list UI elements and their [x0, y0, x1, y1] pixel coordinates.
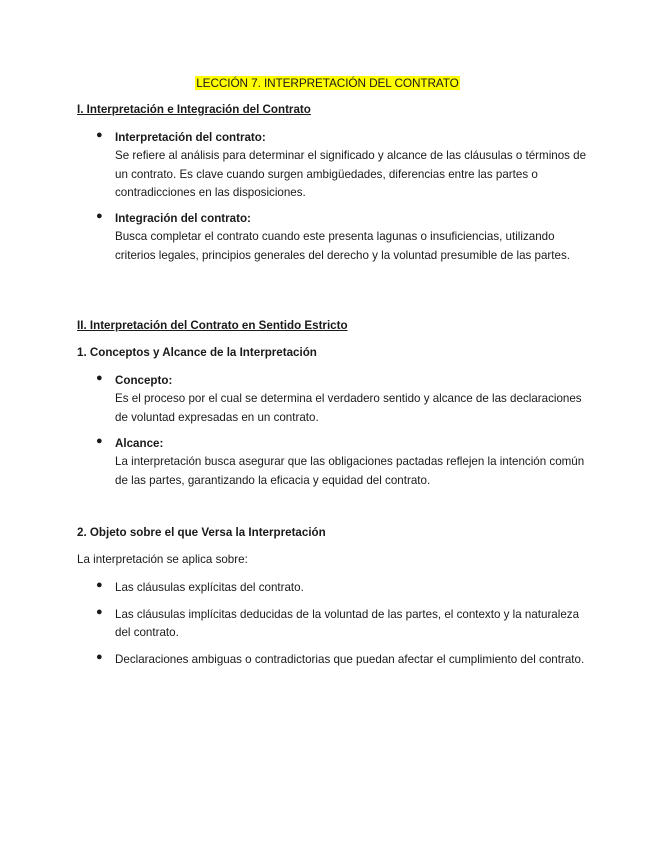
section2-heading: II. Interpretación del Contrato en Sentido Estricto	[77, 319, 348, 332]
list-item-term: Concepto:	[115, 374, 173, 387]
list-item-text: La interpretación busca asegurar que las obligaciones pactadas reflejen la intención común de las partes, garantizando la eficacia y equidad del contrato.	[115, 455, 585, 487]
bullet-icon: ●	[96, 606, 103, 618]
list-item-text: Busca completar el contrato cuando este presenta lagunas o insuficiencias, utilizando criterios legales, principios generales del derecho y la voluntad presumible de las partes.	[115, 230, 570, 262]
list-item-body	[115, 372, 587, 427]
list-item-term: Integración del contrato:	[115, 212, 251, 225]
list-item-text: Declaraciones ambiguas o contradictorias que puedan afectar el cumplimiento del contrato.	[115, 653, 585, 666]
bullet-icon: ●	[96, 579, 103, 591]
subsection1-heading: 1. Conceptos y Alcance de la Interpretación	[77, 346, 317, 359]
list-item-term: Alcance:	[115, 437, 164, 450]
bullet-icon: ●	[96, 372, 103, 384]
bullet-icon: ●	[96, 651, 103, 663]
subsection2-intro: La interpretación se aplica sobre:	[77, 553, 248, 566]
list-item-term: Interpretación del contrato:	[115, 131, 266, 144]
list-item-body	[115, 435, 587, 490]
list-item-text: Se refiere al análisis para determinar el significado y alcance de las cláusulas o términos de un contrato. Es clave cuando surgen ambigüedades, diferencias entre las partes o contradicciones en las disposiciones.	[115, 149, 587, 199]
title-wrap	[0, 76, 655, 90]
subsection2-heading: 2. Objeto sobre el que Versa la Interpretación	[77, 526, 326, 539]
bullet-icon: ●	[96, 210, 103, 222]
list-item-text: Las cláusulas implícitas deducidas de la voluntad de las partes, el contexto y la naturaleza del contrato.	[115, 608, 580, 640]
list-item-body	[115, 129, 587, 202]
list-item-text: Las cláusulas explícitas del contrato.	[115, 581, 304, 594]
bullet-icon: ●	[96, 129, 103, 141]
section1-heading: I. Interpretación e Integración del Contrato	[77, 103, 311, 116]
page-title: LECCIÓN 7. INTERPRETACIÓN DEL CONTRATO	[196, 76, 459, 90]
list-item-body	[115, 210, 587, 265]
bullet-icon: ●	[96, 435, 103, 447]
list-item-text: Es el proceso por el cual se determina el verdadero sentido y alcance de las declaraciones de voluntad expresadas en un contrato.	[115, 392, 582, 424]
